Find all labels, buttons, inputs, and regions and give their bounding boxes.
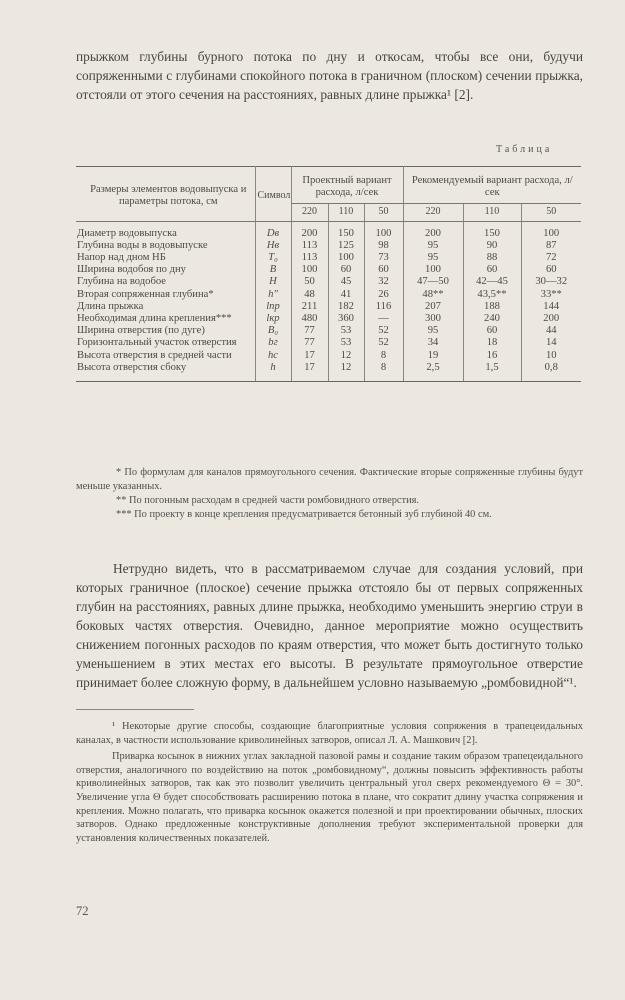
- table-cell: 98: [364, 240, 403, 252]
- flow-220-design: 220: [291, 204, 328, 221]
- header-design: Проектный вариант расхода, л/сек: [291, 167, 403, 204]
- table-cell: 95: [403, 325, 463, 337]
- table-cell: 41: [328, 289, 364, 301]
- row-label: Необходимая длина крепления***: [77, 313, 232, 325]
- table-row: [76, 350, 581, 362]
- table-cell: 50: [291, 276, 328, 288]
- row-label: Высота отверстия сбоку: [76, 362, 255, 382]
- table-cell: 60: [521, 264, 581, 276]
- row-symbol: h″: [255, 289, 291, 301]
- row-label: Напор над дном НБ: [77, 252, 166, 264]
- table-cell: 18: [463, 337, 521, 349]
- table-cell: 90: [463, 240, 521, 252]
- row-symbol: hс: [255, 350, 291, 362]
- table-cell: 8: [364, 362, 403, 382]
- table-cell: 200: [403, 221, 463, 240]
- table-cell: 72: [521, 252, 581, 264]
- table-cell: 182: [328, 301, 364, 313]
- row-symbol: h: [255, 362, 291, 382]
- page-number: 72: [76, 904, 89, 918]
- row-label: Диаметр водовыпуска: [77, 227, 177, 239]
- table-cell: 100: [403, 264, 463, 276]
- table-cell: 53: [328, 325, 364, 337]
- header-recommended: Рекомендуемый вариант расхода, л/сек: [403, 167, 581, 204]
- table-cell: 87: [521, 240, 581, 252]
- row-symbol: Hв: [255, 240, 291, 252]
- row-symbol: lкр: [255, 313, 291, 325]
- table-cell: 16: [463, 350, 521, 362]
- table-cell: 116: [364, 301, 403, 313]
- table-cell: 48**: [403, 289, 463, 301]
- table-cell: 360: [328, 313, 364, 325]
- flow-220-recommended: 220: [403, 204, 463, 221]
- table-cell: 73: [364, 252, 403, 264]
- table-cell: 52: [364, 325, 403, 337]
- table-cell: 300: [403, 313, 463, 325]
- table-row: [76, 252, 581, 264]
- table-cell: 77: [291, 337, 328, 349]
- row-label: Глубина воды в водовыпуске: [77, 239, 208, 251]
- table-cell: 144: [521, 301, 581, 313]
- table-cell: 77: [291, 325, 328, 337]
- table-cell: 19: [403, 350, 463, 362]
- table-cell: 8: [364, 350, 403, 362]
- footnotes: [76, 720, 583, 848]
- row-label: Длина прыжка: [77, 300, 144, 312]
- table-cell: 1,5: [463, 362, 521, 382]
- row-symbol: Dв: [255, 221, 291, 240]
- table-cell: 200: [291, 221, 328, 240]
- table-cell: 2,5: [403, 362, 463, 382]
- table-row: [76, 221, 581, 240]
- table-row: [76, 264, 581, 276]
- row-symbol: lпр: [255, 301, 291, 313]
- table-cell: 240: [463, 313, 521, 325]
- table-cell: 60: [463, 264, 521, 276]
- row-symbol: H: [255, 276, 291, 288]
- table-cell: 188: [463, 301, 521, 313]
- table-cell: 100: [328, 252, 364, 264]
- table-cell: 95: [403, 252, 463, 264]
- table-note: ** По погонным расходам в средней части ромбовидного отверстия.: [116, 495, 420, 506]
- table-cell: 480: [291, 313, 328, 325]
- table-cell: 100: [521, 221, 581, 240]
- table-note: * По формулам для каналов прямоугольного сечения. Фактические вторые сопряженные глубины будут меньше указанных.: [76, 467, 583, 492]
- table-cell: 113: [291, 240, 328, 252]
- table-cell: 125: [328, 240, 364, 252]
- table-cell: 0,8: [521, 362, 581, 382]
- table-cell: 33**: [521, 289, 581, 301]
- table-cell: 207: [403, 301, 463, 313]
- table-cell: 26: [364, 289, 403, 301]
- table-cell: 17: [291, 362, 328, 382]
- table-note: *** По проекту в конце крепления предусматривается бетонный зуб глубиной 40 см.: [116, 509, 492, 520]
- row-label: Горизонтальный участок отверстия: [77, 337, 237, 349]
- table-cell: 12: [328, 350, 364, 362]
- footnote: Приварка косынок в нижних углах закладной пазовой рамы и создание таким образом трапецеидального отверстия, аналогичного по воздействию на поток „ромбовидному“, должны повысить эффективность работы криволинейных затворов, так как это позволит увеличить центральный угол сверх рекомендуемого Θ = 30°. Увеличение угла Θ будет способствовать расширению потока в плане, что сократит длину участка сопряжения и крепления. Можно полагать, что приварка косынок окажется полезной и при проектировании обычных, плоских затворов. Однако предложенные конструктивные дополнения требуют экспериментальной проверки для установления количественных показателей.: [76, 751, 583, 844]
- table-row: [76, 289, 581, 301]
- row-label: Ширина отверстия (по дуге): [77, 325, 205, 337]
- header-symbol: Символ: [255, 167, 291, 222]
- row-label: Высота отверстия в средней части: [77, 349, 232, 361]
- table-cell: 17: [291, 350, 328, 362]
- footnote-divider: [76, 709, 194, 710]
- table-row: [76, 313, 581, 325]
- table-row: [76, 325, 581, 337]
- table-cell: 100: [291, 264, 328, 276]
- flow-110-design: 110: [328, 204, 364, 221]
- table-row: [76, 240, 581, 252]
- table-row: [76, 276, 581, 288]
- row-symbol: T₀: [255, 252, 291, 264]
- table-cell: 100: [364, 221, 403, 240]
- table-row: [76, 337, 581, 349]
- table-header-row: [76, 167, 581, 204]
- table-cell: 150: [328, 221, 364, 240]
- data-table: [76, 166, 581, 382]
- table-cell: 42—45: [463, 276, 521, 288]
- table-cell: 200: [521, 313, 581, 325]
- table-cell: 211: [291, 301, 328, 313]
- table-cell: 47—50: [403, 276, 463, 288]
- table-cell: 88: [463, 252, 521, 264]
- row-symbol: B: [255, 264, 291, 276]
- table-cell: —: [364, 313, 403, 325]
- table-caption: Таблица: [496, 144, 553, 155]
- row-label: Глубина на водобое: [77, 276, 166, 288]
- table-cell: 53: [328, 337, 364, 349]
- table-cell: 60: [328, 264, 364, 276]
- table-cell: 10: [521, 350, 581, 362]
- table-cell: 150: [463, 221, 521, 240]
- body-paragraph: Нетрудно видеть, что в рассматриваемом случае для создания условий, при которых граничное (плоское) сечение прыжка отстояло бы от первых сопряженных глубин на расстояниях, равных длине прыжка, необходимо уменьшить энергию струи в боковых частях отверстия. Очевидно, данное мероприятие можно осуществить снижением погонных расходов по краям отверстия, что может быть достигнуто только уменьшением в этих местах его высоты. В результате прямоугольное отверстие принимает более сложную форму, в дальнейшем условно называемую „ромбовидной“¹.: [76, 561, 583, 690]
- table-body: [76, 221, 581, 381]
- table-cell: 113: [291, 252, 328, 264]
- table-cell: 30—32: [521, 276, 581, 288]
- flow-110-recommended: 110: [463, 204, 521, 221]
- flow-50-recommended: 50: [521, 204, 581, 221]
- header-param: Размеры элементов водовыпуска и параметры потока, см: [76, 167, 255, 222]
- table-row: [76, 301, 581, 313]
- table-cell: 48: [291, 289, 328, 301]
- table-cell: 43,5**: [463, 289, 521, 301]
- table-cell: 95: [403, 240, 463, 252]
- table-row: [76, 362, 581, 382]
- table-cell: 45: [328, 276, 364, 288]
- data-table-container: [76, 166, 581, 382]
- table-cell: 34: [403, 337, 463, 349]
- table-cell: 60: [463, 325, 521, 337]
- table-cell: 14: [521, 337, 581, 349]
- table-cell: 12: [328, 362, 364, 382]
- intro-paragraph: прыжком глубины бурного потока по дну и откосам, чтобы все они, будучи сопряженными с глубинами спокойного потока в граничном (плоском) сечении прыжка, отстояли от этого сечения на расстояниях, равных длине прыжка¹ [2].: [76, 49, 583, 102]
- table-cell: 44: [521, 325, 581, 337]
- table-cell: 60: [364, 264, 403, 276]
- table-notes: [76, 466, 583, 522]
- row-label: Вторая сопряженная глубина*: [77, 288, 214, 300]
- footnote: ¹ Некоторые другие способы, создающие благоприятные условия сопряжения в трапецеидальных каналах, в частности использование криволинейных затворов, описал Л. А. Машкович [2].: [76, 721, 583, 746]
- table-cell: 52: [364, 337, 403, 349]
- row-symbol: bг: [255, 337, 291, 349]
- row-symbol: B₀: [255, 325, 291, 337]
- table-cell: 32: [364, 276, 403, 288]
- row-label: Ширина водобоя по дну: [77, 264, 186, 276]
- flow-50-design: 50: [364, 204, 403, 221]
